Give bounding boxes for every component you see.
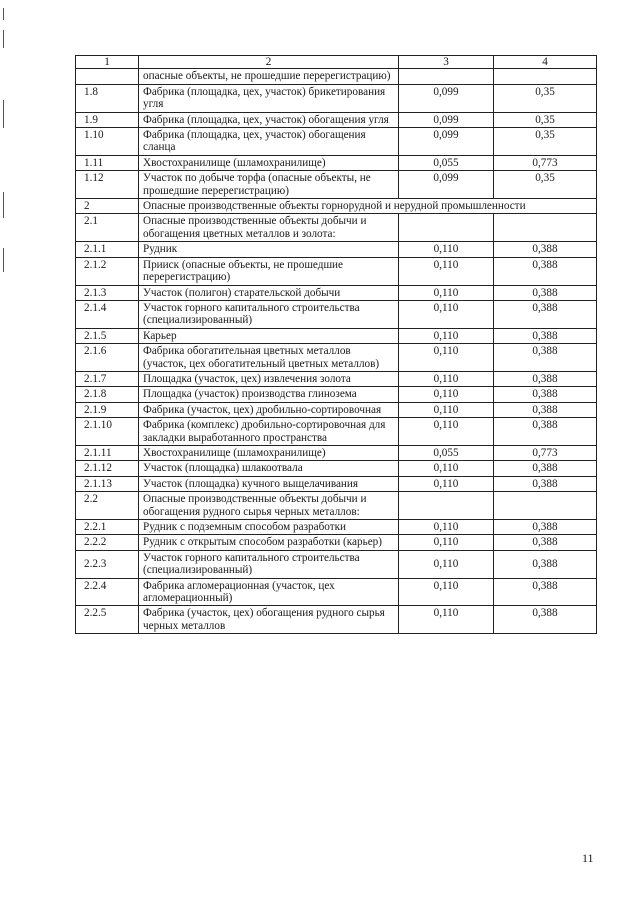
row-value-col3: 0,110 — [399, 606, 494, 634]
table-row — [76, 112, 597, 127]
table-row — [76, 492, 597, 520]
hazard-objects-table — [75, 55, 597, 634]
row-name: Фабрика обогатительная цветных металлов (участок, цех обогатительный цветных металлов) — [139, 344, 399, 372]
table-header-row — [76, 56, 597, 69]
table-row — [76, 550, 597, 578]
row-code: 2 — [76, 199, 139, 214]
row-code: 2.2.2 — [76, 535, 139, 550]
table-row — [76, 387, 597, 402]
table-row — [76, 214, 597, 242]
row-value-col3: 0,099 — [399, 84, 494, 112]
row-value-col4: 0,388 — [494, 285, 597, 300]
row-code: 1.9 — [76, 112, 139, 127]
row-name: Участок (площадка) шлакоотвала — [139, 461, 399, 476]
row-value-col3: 0,055 — [399, 445, 494, 460]
row-value-col3: 0,110 — [399, 242, 494, 257]
table-row — [76, 285, 597, 300]
row-value-col4: 0,388 — [494, 344, 597, 372]
row-value-col4: 0,388 — [494, 300, 597, 328]
row-value-col4: 0,773 — [494, 155, 597, 170]
row-name: Фабрика (участок, цех) дробильно-сортировочная — [139, 402, 399, 417]
row-value-col4: 0,388 — [494, 606, 597, 634]
row-name: Площадка (участок) производства глинозема — [139, 387, 399, 402]
row-code: 2.1.6 — [76, 344, 139, 372]
row-value-col3: 0,110 — [399, 371, 494, 386]
header-cell-1: 1 — [76, 56, 139, 69]
row-value-col3: 0,110 — [399, 476, 494, 491]
row-value-col4 — [494, 214, 597, 242]
table-row — [76, 402, 597, 417]
row-name: Хвостохранилище (шламохранилище) — [139, 445, 399, 460]
row-value-col4: 0,35 — [494, 112, 597, 127]
table-row — [76, 578, 597, 606]
row-code: 2.1.11 — [76, 445, 139, 460]
row-name: Участок по добыче торфа (опасные объекты, не прошедшие перерегистрацию) — [139, 171, 399, 199]
table-row — [76, 418, 597, 446]
row-name: Фабрика (комплекс) дробильно-сортировочная для закладки выработанного пространства — [139, 418, 399, 446]
table-row — [76, 69, 597, 84]
table-row — [76, 328, 597, 343]
row-code: 2.1.13 — [76, 476, 139, 491]
row-code: 2.2.4 — [76, 578, 139, 606]
row-value-col3: 0,110 — [399, 578, 494, 606]
row-name: Фабрика (площадка, цех, участок) обогащения сланца — [139, 128, 399, 156]
table-row — [76, 155, 597, 170]
row-name: Участок (полигон) старательской добычи — [139, 285, 399, 300]
table-row — [76, 300, 597, 328]
row-code: 2.1.12 — [76, 461, 139, 476]
row-name: Рудник с открытым способом разработки (карьер) — [139, 535, 399, 550]
row-name: Площадка (участок, цех) извлечения золота — [139, 371, 399, 386]
row-name: Фабрика агломерационная (участок, цех агломерационный) — [139, 578, 399, 606]
header-cell-3: 3 — [399, 56, 494, 69]
row-name: Прииск (опасные объекты, не прошедшие перерегистрацию) — [139, 257, 399, 285]
row-value-col3: 0,110 — [399, 461, 494, 476]
row-code: 2.1.8 — [76, 387, 139, 402]
row-value-col3: 0,110 — [399, 285, 494, 300]
row-name: Участок (площадка) кучного выщелачивания — [139, 476, 399, 491]
row-value-col4: 0,388 — [494, 242, 597, 257]
row-value-col4: 0,388 — [494, 520, 597, 535]
row-name: Фабрика (площадка, цех, участок) обогащения угля — [139, 112, 399, 127]
row-code: 2.1.10 — [76, 418, 139, 446]
row-value-col3 — [399, 69, 494, 84]
row-code: 2.2 — [76, 492, 139, 520]
row-value-col4: 0,388 — [494, 387, 597, 402]
row-value-col4: 0,388 — [494, 418, 597, 446]
row-value-col3: 0,110 — [399, 520, 494, 535]
table-row — [76, 520, 597, 535]
table-row — [76, 128, 597, 156]
row-value-col4: 0,388 — [494, 402, 597, 417]
row-name: Опасные производственные объекты горнорудной и нерудной промышленности — [139, 199, 597, 214]
header-cell-2: 2 — [139, 56, 399, 69]
row-value-col3: 0,099 — [399, 112, 494, 127]
row-code: 2.1.9 — [76, 402, 139, 417]
row-value-col3 — [399, 214, 494, 242]
row-value-col3: 0,099 — [399, 128, 494, 156]
table-row — [76, 535, 597, 550]
row-name: Фабрика (участок, цех) обогащения рудного сырья черных металлов — [139, 606, 399, 634]
row-code: 2.1.3 — [76, 285, 139, 300]
row-name: Рудник с подземным способом разработки — [139, 520, 399, 535]
row-code: 1.10 — [76, 128, 139, 156]
row-code: 2.1.1 — [76, 242, 139, 257]
row-value-col4: 0,35 — [494, 128, 597, 156]
row-value-col4: 0,388 — [494, 578, 597, 606]
row-value-col3: 0,110 — [399, 387, 494, 402]
row-value-col4 — [494, 69, 597, 84]
row-value-col4: 0,773 — [494, 445, 597, 460]
row-code — [76, 69, 139, 84]
row-value-col4: 0,35 — [494, 171, 597, 199]
row-code: 2.1.7 — [76, 371, 139, 386]
row-value-col3: 0,110 — [399, 550, 494, 578]
row-value-col4: 0,388 — [494, 328, 597, 343]
row-value-col4: 0,388 — [494, 257, 597, 285]
row-code: 2.2.5 — [76, 606, 139, 634]
row-name: Участок горного капитального строительства (специализированный) — [139, 550, 399, 578]
header-cell-4: 4 — [494, 56, 597, 69]
row-value-col3: 0,110 — [399, 402, 494, 417]
row-value-col3: 0,110 — [399, 300, 494, 328]
row-name: Карьер — [139, 328, 399, 343]
row-value-col4: 0,388 — [494, 461, 597, 476]
row-value-col3 — [399, 492, 494, 520]
table-row — [76, 199, 597, 214]
table-row — [76, 445, 597, 460]
row-value-col4: 0,388 — [494, 535, 597, 550]
table-row — [76, 371, 597, 386]
row-name: Опасные производственные объекты добычи и обогащения цветных металлов и золота: — [139, 214, 399, 242]
row-value-col3: 0,110 — [399, 328, 494, 343]
table-row — [76, 476, 597, 491]
row-name: Фабрика (площадка, цех, участок) брикетирования угля — [139, 84, 399, 112]
row-value-col4: 0,388 — [494, 550, 597, 578]
row-value-col3: 0,099 — [399, 171, 494, 199]
row-value-col3: 0,110 — [399, 535, 494, 550]
row-code: 2.1.2 — [76, 257, 139, 285]
row-code: 2.2.3 — [76, 550, 139, 578]
table-row — [76, 257, 597, 285]
row-value-col3: 0,110 — [399, 344, 494, 372]
row-code: 2.2.1 — [76, 520, 139, 535]
row-code: 2.1.4 — [76, 300, 139, 328]
row-value-col3: 0,110 — [399, 418, 494, 446]
row-value-col3: 0,055 — [399, 155, 494, 170]
row-value-col4 — [494, 492, 597, 520]
row-name: Участок горного капитального строительства (специализированный) — [139, 300, 399, 328]
table-row — [76, 84, 597, 112]
row-code: 1.8 — [76, 84, 139, 112]
table-row — [76, 461, 597, 476]
row-code: 2.1.5 — [76, 328, 139, 343]
row-name: Рудник — [139, 242, 399, 257]
row-code: 1.11 — [76, 155, 139, 170]
row-code: 2.1 — [76, 214, 139, 242]
table-row — [76, 606, 597, 634]
row-value-col4: 0,35 — [494, 84, 597, 112]
row-name: опасные объекты, не прошедшие перерегистрацию) — [139, 69, 399, 84]
page-number: 11 — [582, 851, 594, 865]
row-code: 1.12 — [76, 171, 139, 199]
table-row — [76, 242, 597, 257]
row-value-col4: 0,388 — [494, 476, 597, 491]
row-value-col3: 0,110 — [399, 257, 494, 285]
row-name: Хвостохранилище (шламохранилище) — [139, 155, 399, 170]
row-value-col4: 0,388 — [494, 371, 597, 386]
row-name: Опасные производственные объекты добычи и обогащения рудного сырья черных металлов: — [139, 492, 399, 520]
table-row — [76, 344, 597, 372]
table-row — [76, 171, 597, 199]
